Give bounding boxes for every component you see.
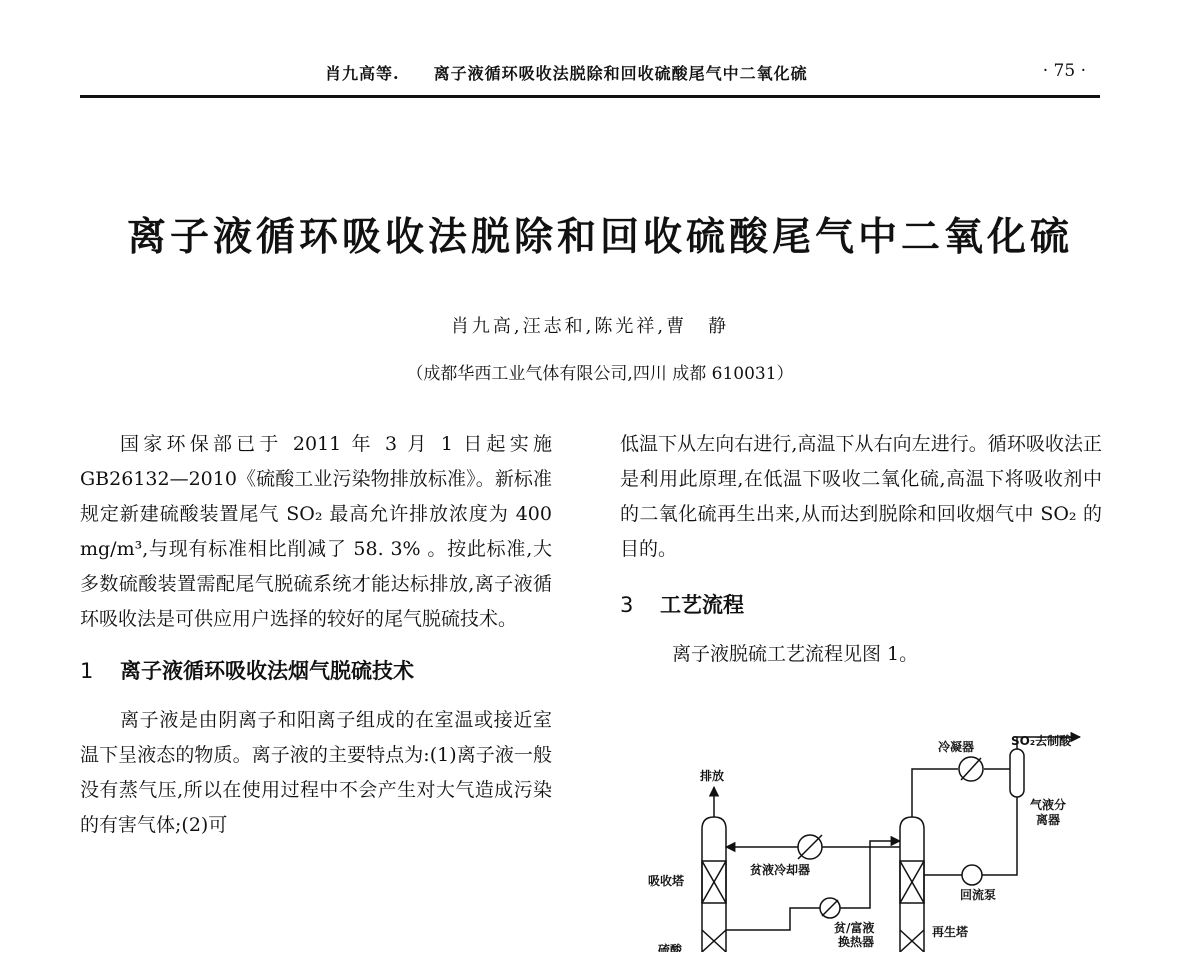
absorber-column [702, 817, 726, 952]
label-absorber: 吸收塔 [648, 874, 685, 888]
continued-paragraph: 低温下从左向右进行,高温下从右向左进行。循环吸收法正是利用此原理,在低温下吸收二氧化硫,高温下将吸收剂中的二氧化硫再生出来,从而达到脱除和回收烟气中 SO₂ 的目的。 [620, 433, 1102, 560]
label-condenser: 冷凝器 [938, 740, 975, 754]
affiliation: （成都华西工业气体有限公司,四川 成都 610031） [406, 364, 794, 384]
label-lean-cooler: 贫液冷却器 [750, 863, 811, 877]
running-header [80, 55, 1100, 98]
left-column [80, 427, 552, 843]
rich-liquid-line [726, 908, 820, 930]
label-exchanger-1: 贫/富液 [834, 921, 875, 935]
label-regenerator: 再生塔 [932, 925, 969, 939]
section-1-number: 1 [80, 659, 94, 683]
label-separator-2: 离器 [1036, 813, 1061, 827]
label-vent: 排放 [700, 769, 725, 783]
author-list: 肖九高,汪志和,陈光祥,曹 静 [450, 316, 730, 337]
label-so2-out: SO₂去制酸 [1011, 734, 1072, 748]
vapor-line [912, 769, 958, 817]
label-reflux-pump: 回流泵 [960, 888, 997, 902]
section-3-heading [620, 589, 1102, 619]
right-column [620, 427, 1102, 672]
article-title: 离子液循环吸收法脱除和回收硫酸尾气中二氧化硫 [126, 215, 1073, 260]
regenerator-column [900, 817, 924, 952]
process-flow-figure [600, 725, 1120, 952]
section-3-title: 工艺流程 [660, 593, 744, 617]
page-number: · 75 · [1042, 61, 1086, 81]
running-header-text [325, 61, 808, 84]
reflux-line [982, 797, 1017, 875]
section-1-paragraph: 离子液是由阴离子和阳离子组成的在室温或接近室温下呈液态的物质。离子液的主要特点为:(1)离子液一般没有蒸气压,所以在使用过程中不会产生对大气造成污染的有害气体;(2)可 [80, 709, 552, 836]
label-sulfuric-acid: 硫酸 [658, 943, 683, 952]
section-1-heading [80, 655, 552, 685]
header-running-title: 离子液循环吸收法脱除和回收硫酸尾气中二氧化硫 [433, 64, 808, 83]
intro-paragraph: 国家环保部已于 2011 年 3 月 1 日起实施 GB26132—2010《硫酸工业污染物排放标准》。新标准规定新建硫酸装置尾气 SO₂ 最高允许排放浓度为 400 mg/m³,与现有标准相比削减了 58. 3% 。按此标准,大多数硫酸装置需配尾气脱硫系统才能达标排放,离子液循环吸收法是可供应用户选择的较好的尾气脱硫技术。 [80, 433, 552, 630]
section-3-paragraph: 离子液脱硫工艺流程见图 1。 [672, 643, 919, 665]
label-separator-1: 气液分 [1030, 798, 1067, 812]
section-3-number: 3 [620, 593, 634, 617]
reflux-pump [962, 865, 982, 885]
process-flow-diagram [600, 725, 1120, 952]
label-exchanger-2: 换热器 [838, 935, 875, 949]
section-1-title: 离子液循环吸收法烟气脱硫技术 [120, 659, 414, 683]
header-authors: 肖九高等. [325, 64, 400, 83]
gas-liquid-separator [1010, 749, 1024, 797]
